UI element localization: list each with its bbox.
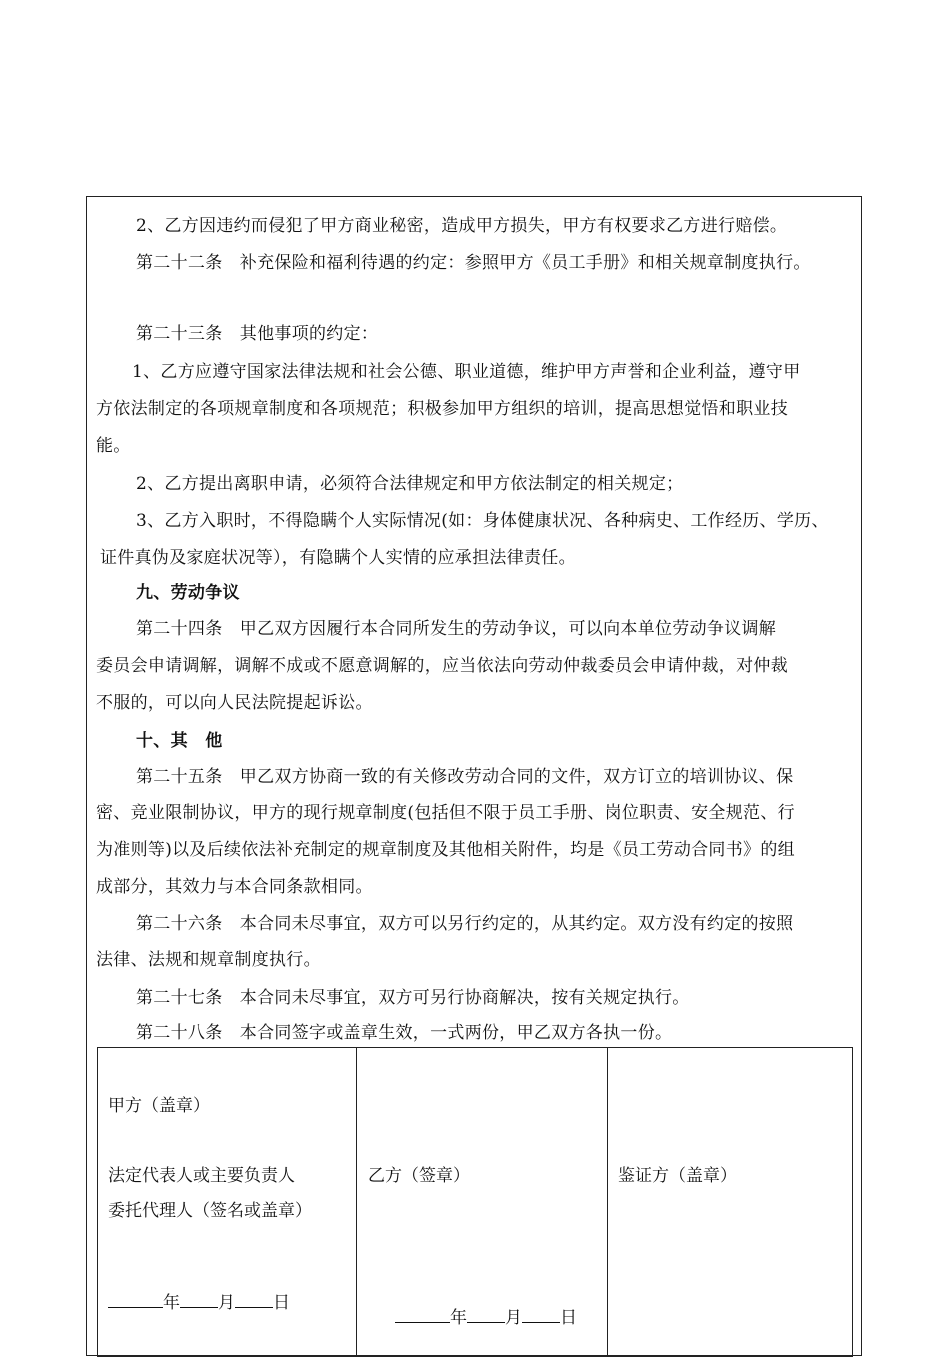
clause-26-line-2: 法律、法规和规章制度执行。	[96, 950, 321, 970]
clause-28: 第二十八条 本合同签字或盖章生效，一式两份，甲乙双方各执一份。	[136, 1023, 673, 1043]
clause-24-line-2: 委员会申请调解，调解不成或不愿意调解的，应当依法向劳动仲裁委员会申请仲裁，对仲裁	[96, 656, 788, 676]
month-label: 月	[218, 1293, 235, 1313]
day-label: 日	[273, 1293, 290, 1313]
column-divider	[356, 1048, 357, 1356]
column-divider	[607, 1048, 608, 1356]
day-blank[interactable]	[235, 1289, 273, 1308]
year-label: 年	[450, 1308, 467, 1328]
month-label: 月	[505, 1308, 522, 1328]
clause-23-item-3-line-1: 3、乙方入职时，不得隐瞒个人实际情况(如：身体健康状况、各种病史、工作经历、学历、	[136, 511, 829, 531]
month-blank[interactable]	[467, 1304, 505, 1323]
year-label: 年	[163, 1293, 180, 1313]
clause-21-item-2: 2、乙方因违约而侵犯了甲方商业秘密，造成甲方损失，甲方有权要求乙方进行赔偿。	[136, 216, 788, 236]
clause-23-item-1-line-3: 能。	[96, 436, 131, 456]
clause-25-line-1: 第二十五条 甲乙双方协商一致的有关修改劳动合同的文件，双方订立的培训协议、保	[136, 767, 794, 787]
clause-23-heading: 第二十三条 其他事项的约定：	[136, 324, 379, 344]
clause-25-line-3: 为准则等)以及后续依法补充制定的规章制度及其他相关附件，均是《员工劳动合同书》的组	[96, 840, 795, 860]
authorized-agent-label: 委托代理人（签名或盖章）	[108, 1201, 312, 1221]
clause-25-line-2: 密、竞业限制协议，甲方的现行规章制度(包括但不限于员工手册、岗位职责、安全规范、行	[96, 803, 795, 823]
day-blank[interactable]	[522, 1304, 560, 1323]
clause-24-line-1: 第二十四条 甲乙双方因履行本合同所发生的劳动争议，可以向本单位劳动争议调解	[136, 619, 777, 639]
clause-26-line-1: 第二十六条 本合同未尽事宜，双方可以另行约定的，从其约定。双方没有约定的按照	[136, 914, 794, 934]
clause-23-item-3-line-2: 证件真伪及家庭状况等），有隐瞒个人实情的应承担法律责任。	[100, 548, 576, 568]
section-9-heading: 九、劳动争议	[136, 583, 240, 603]
clause-25-line-4: 成部分，其效力与本合同条款相同。	[96, 877, 373, 897]
signature-table	[97, 1047, 853, 1357]
legal-representative-label: 法定代表人或主要负责人	[108, 1166, 295, 1186]
party-a-seal-label: 甲方（盖章）	[108, 1096, 210, 1116]
party-a-date	[108, 1289, 290, 1315]
section-10-heading: 十、其 他	[136, 731, 223, 751]
clause-23-item-1-line-2: 方依法制定的各项规章制度和各项规范；积极参加甲方组织的培训，提高思想觉悟和职业技	[96, 399, 788, 419]
day-label: 日	[560, 1308, 577, 1328]
party-b-date	[395, 1304, 577, 1330]
year-blank[interactable]	[108, 1289, 163, 1308]
month-blank[interactable]	[180, 1289, 218, 1308]
clause-22: 第二十二条 补充保险和福利待遇的约定：参照甲方《员工手册》和相关规章制度执行。	[136, 253, 811, 273]
year-blank[interactable]	[395, 1304, 450, 1323]
party-b-sign-label: 乙方（签章）	[368, 1166, 470, 1186]
clause-24-line-3: 不服的，可以向人民法院提起诉讼。	[96, 693, 373, 713]
clause-23-item-2: 2、乙方提出离职申请，必须符合法律规定和甲方依法制定的相关规定；	[136, 474, 684, 494]
clause-27: 第二十七条 本合同未尽事宜，双方可另行协商解决，按有关规定执行。	[136, 988, 690, 1008]
notary-seal-label: 鉴证方（盖章）	[618, 1166, 737, 1186]
clause-23-item-1-line-1: 1、乙方应遵守国家法律法规和社会公德、职业道德，维护甲方声誉和企业利益，遵守甲	[132, 362, 801, 382]
